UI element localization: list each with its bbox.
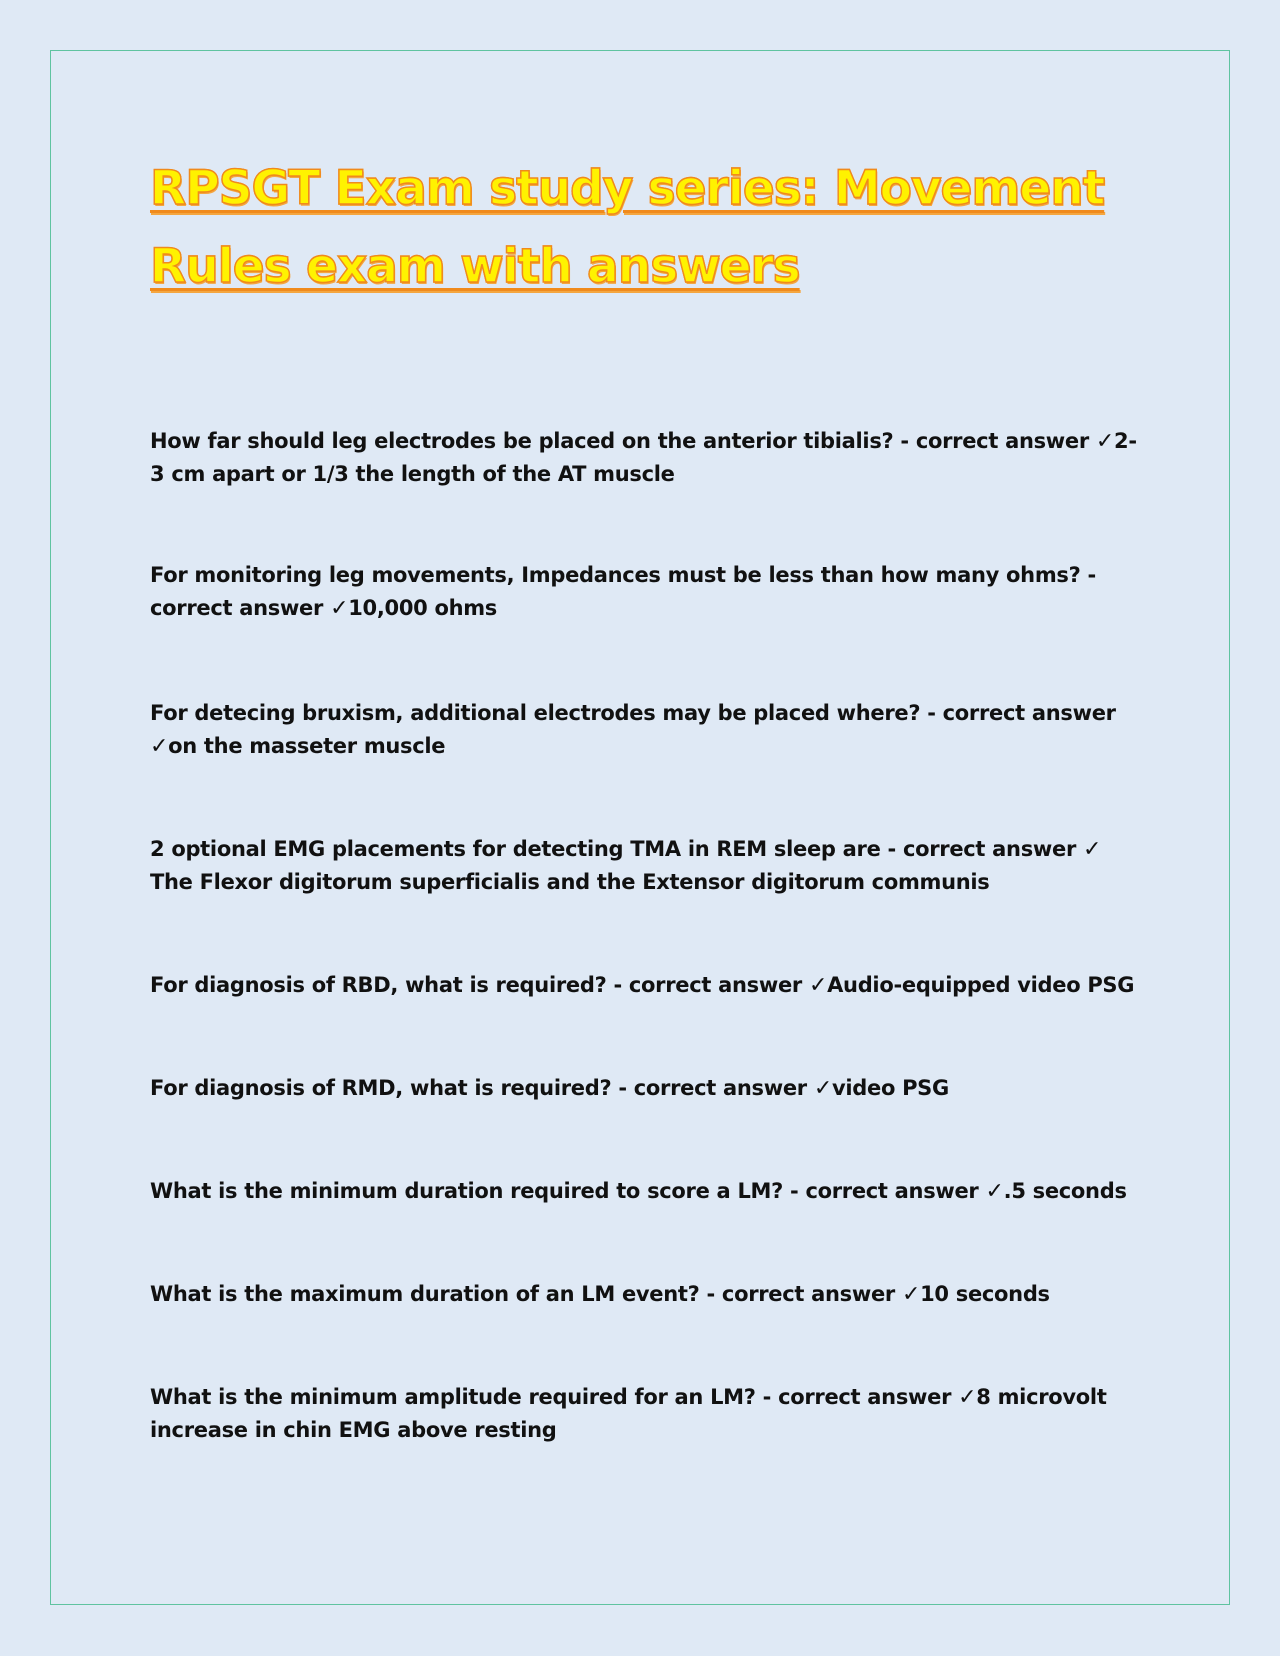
checkmark-icon: ✓ <box>150 734 169 759</box>
answer-text: 10,000 ohms <box>348 596 498 620</box>
question-text: For diagnosis of RMD, what is required? - correct answer <box>150 1076 814 1100</box>
checkmark-icon: ✓ <box>985 1179 1004 1204</box>
answer-text: .5 seconds <box>1003 1179 1127 1203</box>
qa-item <box>150 833 1140 899</box>
qa-item <box>150 1072 1140 1105</box>
question-text: For diagnosis of RBD, what is required? - correct answer <box>150 973 809 997</box>
question-text: What is the minimum amplitude required for an LM? - correct answer <box>150 1385 959 1409</box>
answer-text: The Flexor digitorum superficialis and the Extensor digitorum communis <box>150 870 990 894</box>
answer-text: 2-3 cm apart or 1/3 the length of the AT muscle <box>150 429 1137 486</box>
question-text: For monitoring leg movements, Impedances must be less than how many ohms? - correct answer <box>150 563 1096 620</box>
checkmark-icon: ✓ <box>1083 837 1102 862</box>
question-text: 2 optional EMG placements for detecting TMA in REM sleep are - correct answer <box>150 837 1084 861</box>
checkmark-icon: ✓ <box>813 1076 832 1101</box>
qa-item <box>150 1381 1140 1447</box>
qa-item <box>150 425 1140 491</box>
qa-item <box>150 1278 1140 1311</box>
question-text: What is the maximum duration of an LM event? - correct answer <box>150 1282 902 1306</box>
checkmark-icon: ✓ <box>808 973 828 998</box>
qa-item <box>150 559 1140 625</box>
question-text: What is the minimum duration required to score a LM? - correct answer <box>150 1179 986 1203</box>
question-text: For detecing bruxism, additional electrodes may be placed where? - correct answer <box>150 701 1116 725</box>
answer-text: 8 microvolt increase in chin EMG above resting <box>150 1385 1107 1442</box>
qa-item <box>150 969 1140 1002</box>
answer-text: video PSG <box>831 1076 949 1100</box>
checkmark-icon: ✓ <box>901 1282 921 1307</box>
qa-item <box>150 1175 1140 1208</box>
checkmark-icon: ✓ <box>958 1385 977 1410</box>
question-text: How far should leg electrodes be placed on the anterior tibialis? - correct answer <box>150 429 1096 453</box>
answer-text: on the masseter muscle <box>168 734 446 758</box>
qa-item <box>150 697 1140 763</box>
answer-text: Audio-equipped video PSG <box>827 973 1135 997</box>
document-title: RPSGT Exam study series: Movement Rules exam with answers <box>150 161 1105 294</box>
checkmark-icon: ✓ <box>1095 429 1115 454</box>
checkmark-icon: ✓ <box>330 596 349 621</box>
answer-text: 10 seconds <box>920 1282 1050 1306</box>
